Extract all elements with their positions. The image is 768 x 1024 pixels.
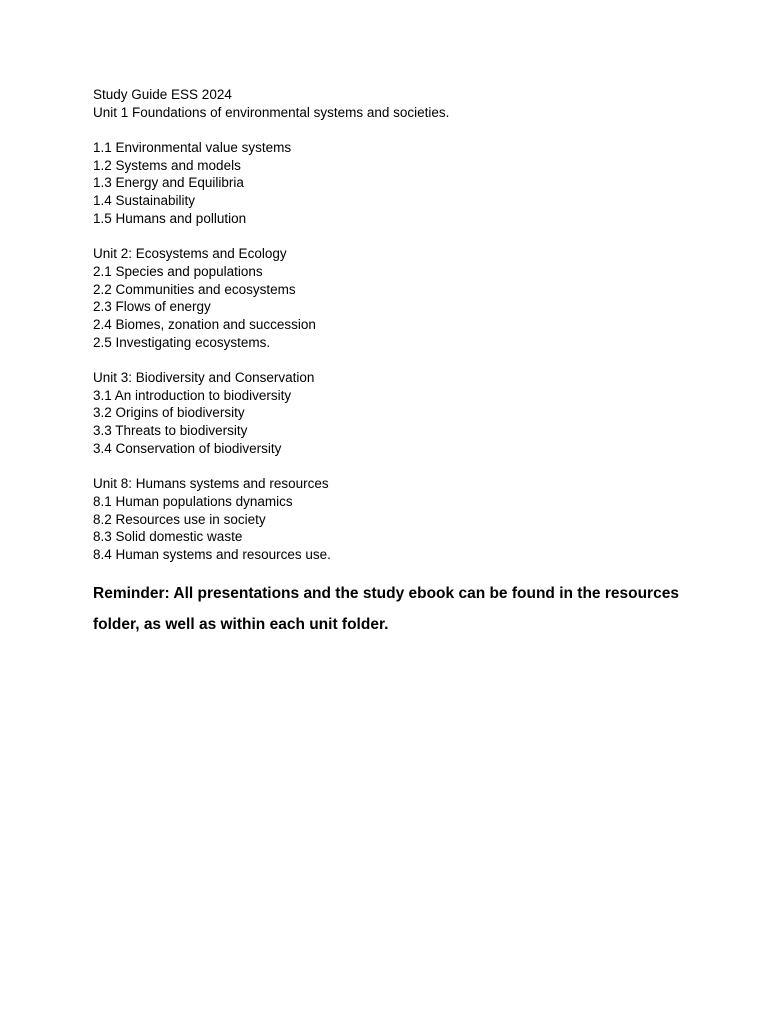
topic-item: 8.2 Resources use in society	[93, 511, 266, 527]
topic-item: 2.5 Investigating ecosystems.	[93, 334, 271, 350]
topic-item: 2.3 Flows of energy	[93, 299, 211, 315]
topic-item: 1.5 Humans and pollution	[93, 210, 247, 226]
document-page	[93, 86, 713, 641]
spacer	[93, 351, 713, 369]
document-title: Study Guide ESS 2024	[93, 87, 232, 102]
topic-item: 8.3 Solid domestic waste	[93, 529, 243, 545]
topic-item: 8.4 Human systems and resources use.	[93, 546, 331, 562]
spacer	[93, 228, 713, 246]
unit-heading: Unit 8: Humans systems and resources	[93, 476, 329, 492]
unit-section	[93, 104, 713, 228]
unit-heading: Unit 2: Ecosystems and Ecology	[93, 246, 287, 262]
reminder-note: Reminder: All presentations and the study ebook can be found in the resources folder, as well as within each unit folder.	[93, 584, 679, 634]
spacer	[93, 457, 713, 475]
topic-item: 2.2 Communities and ecosystems	[93, 281, 296, 297]
unit-section	[93, 475, 713, 563]
topic-item: 1.3 Energy and Equilibria	[93, 175, 244, 191]
topic-item: 1.2 Systems and models	[93, 157, 241, 173]
unit-heading: Unit 3: Biodiversity and Conservation	[93, 370, 315, 385]
topic-item: 3.3 Threats to biodiversity	[93, 423, 248, 439]
unit-section	[93, 369, 713, 457]
topic-item: 2.1 Species and populations	[93, 263, 263, 279]
topic-item: 1.1 Environmental value systems	[93, 140, 292, 156]
unit-heading: Unit 1 Foundations of environmental systems and societies.	[93, 104, 450, 120]
topic-item: 3.4 Conservation of biodiversity	[93, 440, 282, 456]
spacer	[93, 121, 713, 139]
topic-item: 2.4 Biomes, zonation and succession	[93, 316, 316, 332]
topic-item: 1.4 Sustainability	[93, 193, 196, 209]
topic-item: 8.1 Human populations dynamics	[93, 493, 293, 509]
topic-item: 3.2 Origins of biodiversity	[93, 405, 245, 421]
topic-item: 3.1 An introduction to biodiversity	[93, 387, 292, 403]
unit-section	[93, 245, 713, 351]
